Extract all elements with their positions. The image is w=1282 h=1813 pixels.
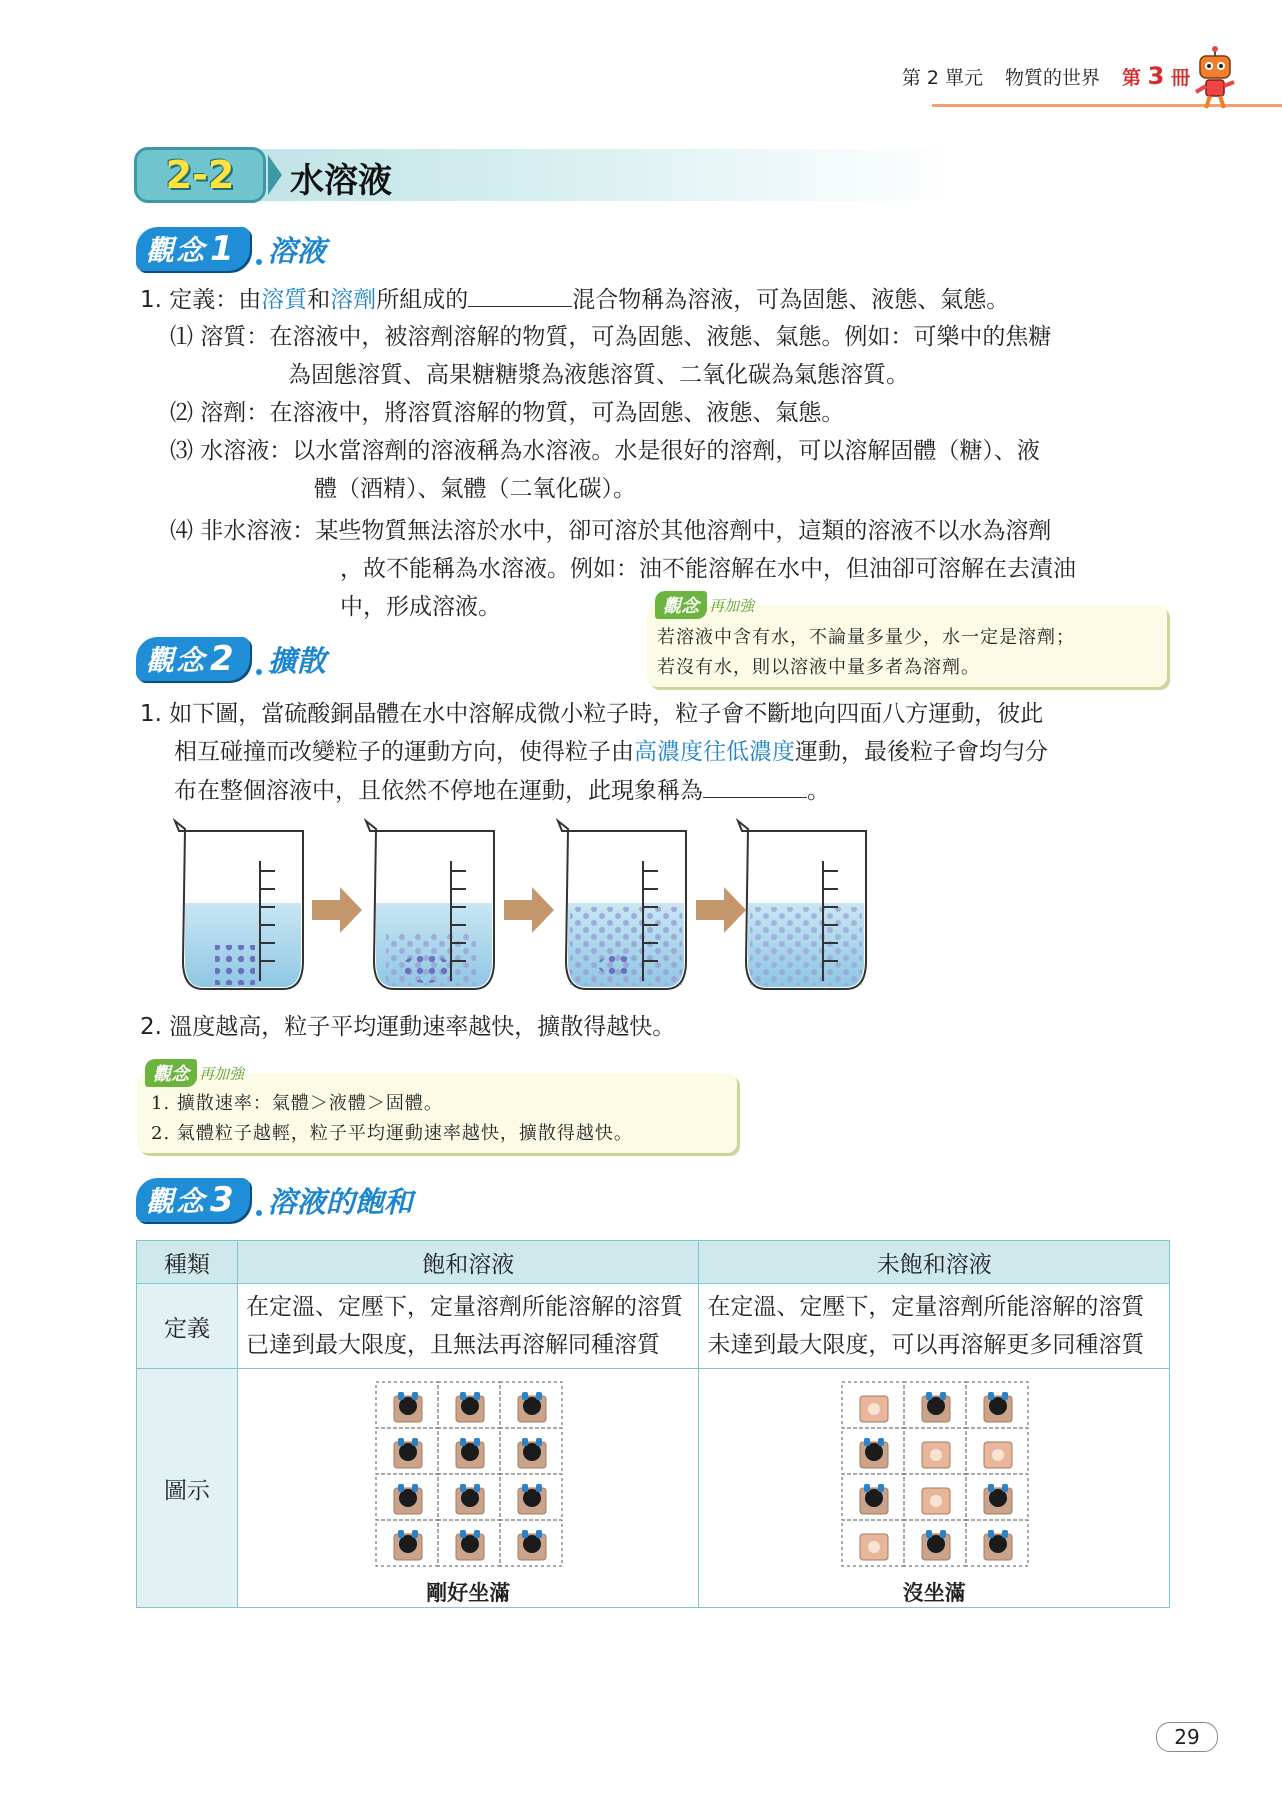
answer-blank[interactable]	[468, 280, 572, 307]
occupied-seat	[904, 1520, 966, 1566]
empty-seat	[842, 1382, 904, 1428]
header-type: 種類	[137, 1241, 238, 1284]
nonaqueous-item-cont2: 中，形成溶液。	[340, 594, 501, 620]
empty-seat	[904, 1474, 966, 1520]
occupied-seat	[438, 1474, 500, 1520]
row-label-definition: 定義	[137, 1284, 238, 1369]
beaker-1	[175, 821, 303, 989]
beaker-2	[366, 821, 494, 989]
occupied-seat	[376, 1428, 438, 1474]
occupied-seat	[966, 1474, 1028, 1520]
tip2-line2: 2. 氣體粒子越輕，粒子平均運動速率越快，擴散得越快。	[151, 1123, 633, 1144]
occupied-seat	[500, 1474, 562, 1520]
concept1-heading	[136, 227, 326, 271]
beaker-3	[558, 821, 686, 989]
occupied-seat	[438, 1520, 500, 1566]
occupied-seat	[376, 1520, 438, 1566]
concept3-badge: 觀念 3	[136, 1178, 250, 1222]
diffusion-beakers-illustration	[170, 815, 870, 1000]
arrow-icon-1	[312, 887, 362, 933]
tip2-badge: 觀念 再加強	[145, 1059, 244, 1087]
tip2-line1: 1. 擴散速率：氣體＞液體＞固體。	[151, 1093, 443, 1114]
saturated-diagram-cell	[238, 1369, 699, 1608]
header-saturated: 飽和溶液	[238, 1241, 699, 1284]
occupied-seat	[904, 1382, 966, 1428]
saturation-table	[136, 1240, 1170, 1608]
nonaqueous-item: ⑷ 非水溶液：某些物質無法溶於水中，卻可溶於其他溶劑中，這類的溶液不以水為溶劑	[170, 518, 1052, 544]
solute-item-cont: 為固態溶質、高果糖糖漿為液態溶質、二氧化碳為氣態溶質。	[288, 362, 909, 388]
table-row-diagram	[137, 1369, 1170, 1608]
banner-arrow-icon	[268, 155, 282, 195]
unsaturated-seat-grid	[839, 1379, 1029, 1569]
aqueous-item: ⑶ 水溶液：以水當溶劑的溶液稱為水溶液。水是很好的溶劑，可以溶解固體（糖）、液	[170, 438, 1040, 464]
occupied-seat	[438, 1428, 500, 1474]
answer-blank-2[interactable]	[703, 771, 807, 798]
arrow-icon-3	[696, 887, 746, 933]
unsaturated-definition: 在定溫、定壓下，定量溶劑所能溶解的溶質未達到最大限度，可以再溶解更多同種溶質	[699, 1284, 1170, 1369]
occupied-seat	[842, 1474, 904, 1520]
concept1-dot-icon	[256, 259, 262, 265]
concept3-heading	[136, 1178, 413, 1222]
occupied-seat	[842, 1428, 904, 1474]
tip1-line2: 若沒有水，則以溶液中量多者為溶劑。	[657, 657, 980, 678]
diffusion-p1-line1: 1. 如下圖，當硫酸銅晶體在水中溶解成微小粒子時，粒子會不斷地向四面八方運動，彼此	[140, 701, 1044, 727]
empty-seat	[904, 1428, 966, 1474]
tip1-line1: 若溶液中含有水，不論量多量少，水一定是溶劑；	[657, 627, 1075, 648]
occupied-seat	[966, 1382, 1028, 1428]
tip-box-1	[647, 596, 1167, 687]
unit-label: 第 2 單元	[901, 66, 983, 89]
tip-box-2	[137, 1064, 737, 1153]
empty-seat	[966, 1428, 1028, 1474]
section-number-badge: 2-2	[134, 147, 266, 203]
occupied-seat	[376, 1474, 438, 1520]
section-banner	[134, 147, 954, 209]
concept1-badge: 觀念 1	[136, 227, 250, 271]
concept2-heading	[136, 637, 326, 681]
saturated-definition: 在定溫、定壓下，定量溶劑所能溶解的溶質已達到最大限度，且無法再溶解同種溶質	[238, 1284, 699, 1369]
solvent-item: ⑵ 溶劑：在溶液中，將溶質溶解的物質，可為固態、液態、氣態。	[170, 400, 845, 426]
solute-item: ⑴ 溶質：在溶液中，被溶劑溶解的物質，可為固態、液態、氣態。例如：可樂中的焦糖	[170, 324, 1052, 350]
tip1-badge: 觀念 再加強	[655, 591, 754, 619]
volume-label: 第 3 冊	[1122, 62, 1190, 90]
occupied-seat	[438, 1382, 500, 1428]
occupied-seat	[376, 1382, 438, 1428]
nonaqueous-item-cont1: ，故不能稱為水溶液。例如：油不能溶解在水中，但油卻可溶解在去漬油	[340, 556, 1076, 582]
concept1-definition: 1. 定義：由溶質和溶劑所組成的 混合物稱為溶液，可為固態、液態、氣態。	[140, 280, 1009, 319]
row-label-diagram: 圖示	[137, 1369, 238, 1608]
concept3-title: 溶液的飽和	[267, 1184, 413, 1219]
section-title: 水溶液	[290, 161, 392, 201]
table-row-definition	[137, 1284, 1170, 1369]
concept2-badge: 觀念 2	[136, 637, 250, 681]
page-header	[902, 62, 1190, 90]
saturated-seat-grid	[373, 1379, 563, 1569]
beaker-4	[738, 821, 866, 989]
topic-label: 物質的世界	[1005, 66, 1101, 89]
empty-seat	[842, 1520, 904, 1566]
robot-mascot-icon	[1192, 46, 1238, 112]
saturated-caption: 剛好坐滿	[426, 1580, 511, 1605]
unsaturated-caption: 沒坐滿	[902, 1580, 966, 1605]
aqueous-item-cont: 體（酒精）、氣體（二氧化碳）。	[314, 476, 636, 502]
diffusion-p1-line3: 布在整個溶液中，且依然不停地在運動，此現象稱為 。	[174, 771, 830, 810]
page-number: 29	[1156, 1722, 1218, 1752]
diffusion-p2: 2. 溫度越高，粒子平均運動速率越快，擴散得越快。	[140, 1014, 676, 1040]
concept3-dot-icon	[256, 1210, 262, 1216]
table-header-row	[137, 1241, 1170, 1284]
unsaturated-diagram-cell	[699, 1369, 1170, 1608]
arrow-icon-2	[504, 887, 554, 933]
occupied-seat	[500, 1428, 562, 1474]
concept2-dot-icon	[256, 669, 262, 675]
occupied-seat	[966, 1520, 1028, 1566]
concept2-title: 擴散	[267, 643, 326, 678]
diffusion-p1-line2: 相互碰撞而改變粒子的運動方向，使得粒子由高濃度往低濃度運動，最後粒子會均勻分	[174, 739, 1048, 765]
header-unsaturated: 未飽和溶液	[699, 1241, 1170, 1284]
occupied-seat	[500, 1382, 562, 1428]
concept1-title: 溶液	[267, 233, 326, 268]
occupied-seat	[500, 1520, 562, 1566]
